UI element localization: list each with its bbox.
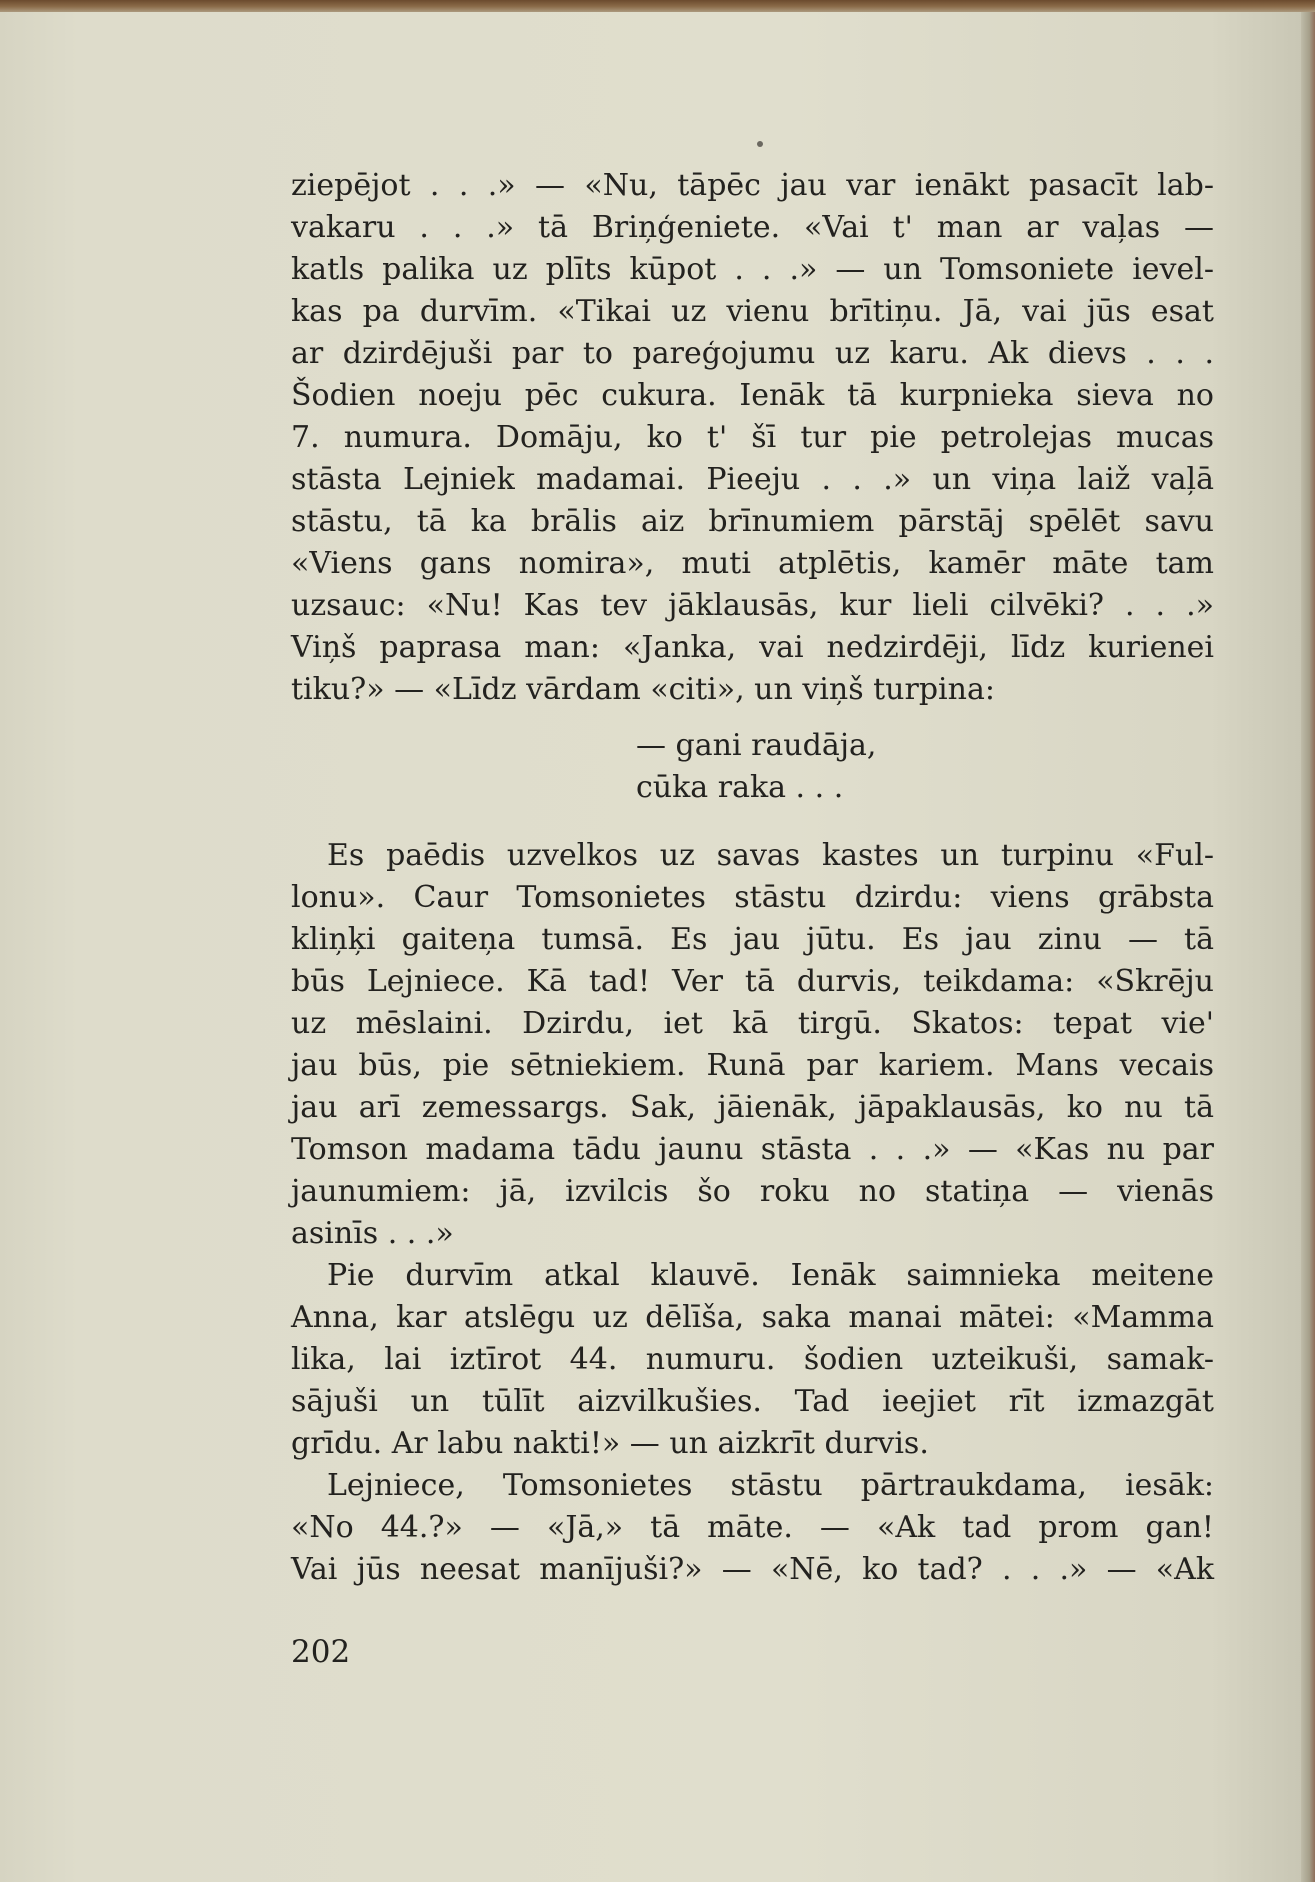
text-line: katls palika uz plīts kūpot . . .» — un Tomsoniete ievel- — [291, 252, 1214, 287]
text-line: lika, lai iztīrot 44. numuru. šodien uzteikuši, samak- — [291, 1342, 1214, 1377]
text-line: «Viens gans nomira», muti atplētis, kamēr māte tam — [291, 546, 1214, 581]
verse-line: cūka raka . . . — [636, 770, 844, 805]
body-text — [291, 165, 1214, 1591]
text-line: asinīs . . .» — [291, 1216, 454, 1251]
text-line: «No 44.?» — «Jā,» tā māte. — «Ak tad prom gan! — [291, 1510, 1214, 1545]
text-line: uzsauc: «Nu! Kas tev jāklausās, kur lieli cilvēki? . . .» — [291, 588, 1214, 623]
text-line: Tomson madama tādu jaunu stāsta . . .» — «Kas nu par — [291, 1132, 1214, 1167]
text-line: ziepējot . . .» — «Nu, tāpēc jau var ienākt pasacīt lab- — [291, 168, 1214, 203]
text-line: jau arī zemessargs. Sak, jāienāk, jāpaklausās, ko nu tā — [291, 1090, 1214, 1125]
text-line: vakaru . . .» tā Briņģeniete. «Vai t' man ar vaļas — — [291, 210, 1214, 245]
text-line: 7. numura. Domāju, ko t' šī tur pie petrolejas mucas — [291, 420, 1214, 455]
verse-quote — [291, 725, 1214, 809]
text-line: sājuši un tūlīt aizvilkušies. Tad ieejiet rīt izmazgāt — [291, 1384, 1214, 1419]
text-line: stāstu, tā ka brālis aiz brīnumiem pārstāj spēlēt savu — [291, 504, 1214, 539]
print-speck — [757, 141, 763, 147]
text-line: lonu». Caur Tomsonietes stāstu dzirdu: viens grābsta — [291, 880, 1214, 915]
text-line: Lejniece, Tomsonietes stāstu pārtraukdama, iesāk: — [327, 1468, 1214, 1503]
text-line: kliņķi gaiteņa tumsā. Es jau jūtu. Es jau zinu — tā — [291, 922, 1214, 957]
text-line: Vai jūs neesat manījuši?» — «Nē, ko tad? . . .» — «Ak — [291, 1552, 1214, 1587]
text-line: stāsta Lejniek madamai. Pieeju . . .» un viņa laiž vaļā — [291, 462, 1214, 497]
text-line: grīdu. Ar labu nakti!» — un aizkrīt durvis. — [291, 1426, 929, 1461]
text-line: jau būs, pie sētniekiem. Runā par kariem. Mans vecais — [291, 1048, 1214, 1083]
paragraph-2 — [291, 835, 1214, 1255]
page-number: 202 — [291, 1634, 351, 1670]
text-line: Šodien noeju pēc cukura. Ienāk tā kurpnieka sieva no — [291, 378, 1214, 413]
text-line: Es paēdis uzvelkos uz savas kastes un turpinu «Ful- — [327, 838, 1214, 873]
text-line: Anna, kar atslēgu uz dēlīša, saka manai mātei: «Mamma — [291, 1300, 1214, 1335]
text-line: jaunumiem: jā, izvilcis šo roku no statiņa — vienās — [291, 1174, 1214, 1209]
text-line: Pie durvīm atkal klauvē. Ienāk saimnieka meitene — [327, 1258, 1214, 1293]
text-line: ar dzirdējuši par to pareģojumu uz karu. Ak dievs . . . — [291, 336, 1214, 371]
paragraph-4 — [291, 1465, 1214, 1591]
text-line: Viņš paprasa man: «Janka, vai nedzirdēji, līdz kurienei — [291, 630, 1214, 665]
text-line: tiku?» — «Līdz vārdam «citi», un viņš turpina: — [291, 672, 995, 707]
book-page-edge — [1301, 12, 1315, 1882]
paragraph-3 — [291, 1255, 1214, 1465]
text-line: uz mēslaini. Dzirdu, iet kā tirgū. Skatos: tepat vie' — [291, 1006, 1214, 1041]
paragraph-1 — [291, 165, 1214, 711]
text-line: būs Lejniece. Kā tad! Ver tā durvis, teikdama: «Skrēju — [291, 964, 1214, 999]
verse-line: — gani raudāja, — [636, 728, 877, 763]
text-line: kas pa durvīm. «Tikai uz vienu brītiņu. Jā, vai jūs esat — [291, 294, 1214, 329]
